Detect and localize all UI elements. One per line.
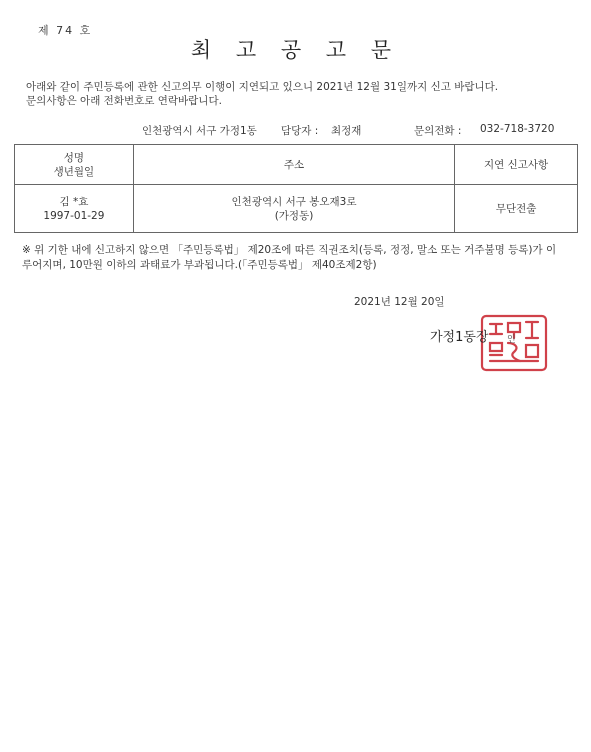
cell-address [133,185,454,233]
intro-line-2: 문의사항은 아래 전화번호로 연락바랍니다. [26,95,222,107]
header-name-birth [15,145,134,185]
document-number: 제 74 호 [38,24,93,37]
table-row [15,185,578,233]
contact-phone-label: 문의전화 : [414,125,462,137]
issue-date: 2021년 12월 20일 [354,296,445,308]
cell-address-line-1: 인천광역시 서구 봉오재3로 [231,195,357,208]
issuer-name: 가정1동장 [430,330,489,345]
legal-notice [22,243,572,273]
cell-birth: 1997-01-29 [43,209,105,222]
contact-manager-name: 최정재 [331,125,362,137]
intro-text [26,80,498,108]
header-address: 주소 [133,145,454,185]
contact-phone: 032-718-3720 [480,123,555,135]
cell-address-line-2: (가정동) [274,209,314,222]
header-reason: 지연 신고사항 [455,145,578,185]
notice-line-2: 루어지며, 10만원 이하의 과태료가 부과됩니다.(「주민등록법」 제40조제2항) [22,259,377,271]
delinquent-report-table [14,144,578,233]
cell-name-birth [15,185,134,233]
table-header-row [15,145,578,185]
issuer-seal-mark: 인 [507,335,516,345]
contact-manager-label: 담당자 : [281,125,319,137]
header-birth: 생년월일 [53,165,95,178]
contact-office: 인천광역시 서구 가정1동 [142,125,257,137]
notice-line-1: ※ 위 기한 내에 신고하지 않으면 「주민등록법」 제20조에 따른 직권조치(등록, 정정, 말소 또는 거주불명 등록)가 이 [22,244,557,256]
document-title: 최 고 공 고 문 [190,38,401,62]
intro-line-1: 아래와 같이 주민등록에 관한 신고의무 이행이 지연되고 있으니 2021년 12월 31일까지 신고 바랍니다. [26,81,499,93]
header-name: 성명 [63,151,85,164]
cell-name: 김 *효 [59,195,89,208]
cell-reason: 무단전출 [455,185,578,233]
